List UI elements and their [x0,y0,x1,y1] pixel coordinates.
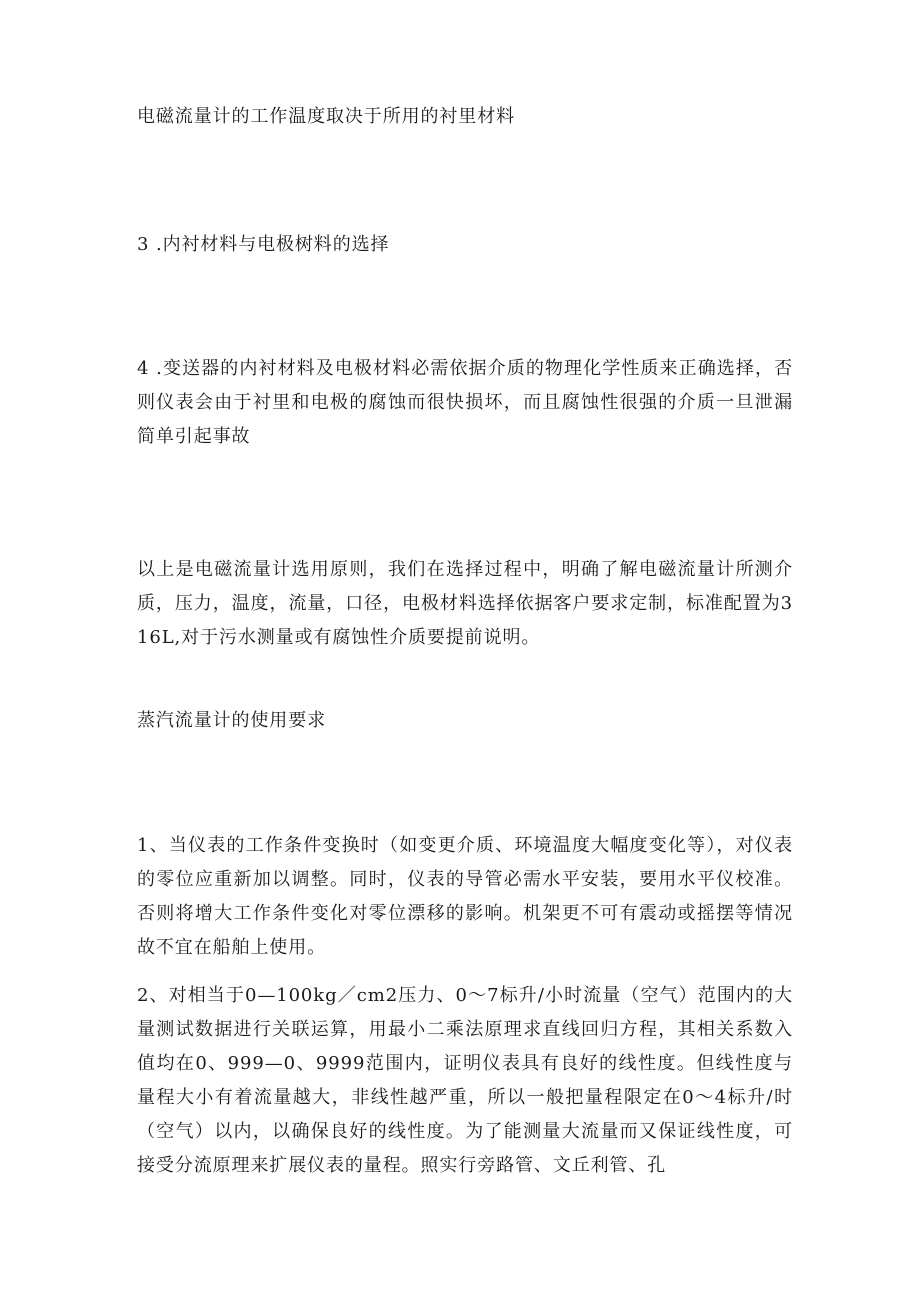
paragraph-lining-temperature: 电磁流量计的工作温度取决于所用的衬里材料 [137,106,515,127]
paragraph-selection-summary: 以上是电磁流量计选用原则，我们在选择过程中，明确了解电磁流量计所测介质，压力，温度，流量，口径，电极材料选择依据客户要求定制，标准配置为316L,对于污水测量或有腐蚀性介质要提前说明。 [137,559,793,648]
paragraph-requirement-1: 1、当仪表的工作条件变换时（如变更介质、环境温度大幅度变化等），对仪表的零位应重新加以调整。同时，仪表的导管必需水平安装，要用水平仪校准。否则将增大工作条件变化对零位漂移的影响。机架更不可有震动或摇摆等情况故不宜在船舶上使用。 [137,835,793,958]
heading-steam-flowmeter-requirements: 蒸汽流量计的使用要求 [137,710,326,731]
heading-material-selection: 3 .内衬材料与电极树料的选择 [137,234,390,255]
paragraph-requirement-2: 2、对相当于0—100kg／cm2压力、0～7标升/小时流量（空气）范围内的大量测试数据进行关联运算，用最小二乘法原理求直线回归方程，其相关系数入值均在0、999—0、9999范围内，证明仪表具有良好的线性度。但线性度与量程大小有着流量越大，非线性越严重，所以一般把量程限定在0～4标升/时（空气）以内，以确保良好的线性度。为了能测量大流量而又保证线性度，可接受分流原理来扩展仪表的量程。照实行旁路管、文丘利管、孔 [137,985,793,1176]
paragraph-transmitter-materials: 4 .变送器的内衬材料及电极材料必需依据介质的物理化学性质来正确选择，否则仪表会由于衬里和电极的腐蚀而很快损坏，而且腐蚀性很强的介质一旦泄漏简单引起事故 [137,358,793,447]
